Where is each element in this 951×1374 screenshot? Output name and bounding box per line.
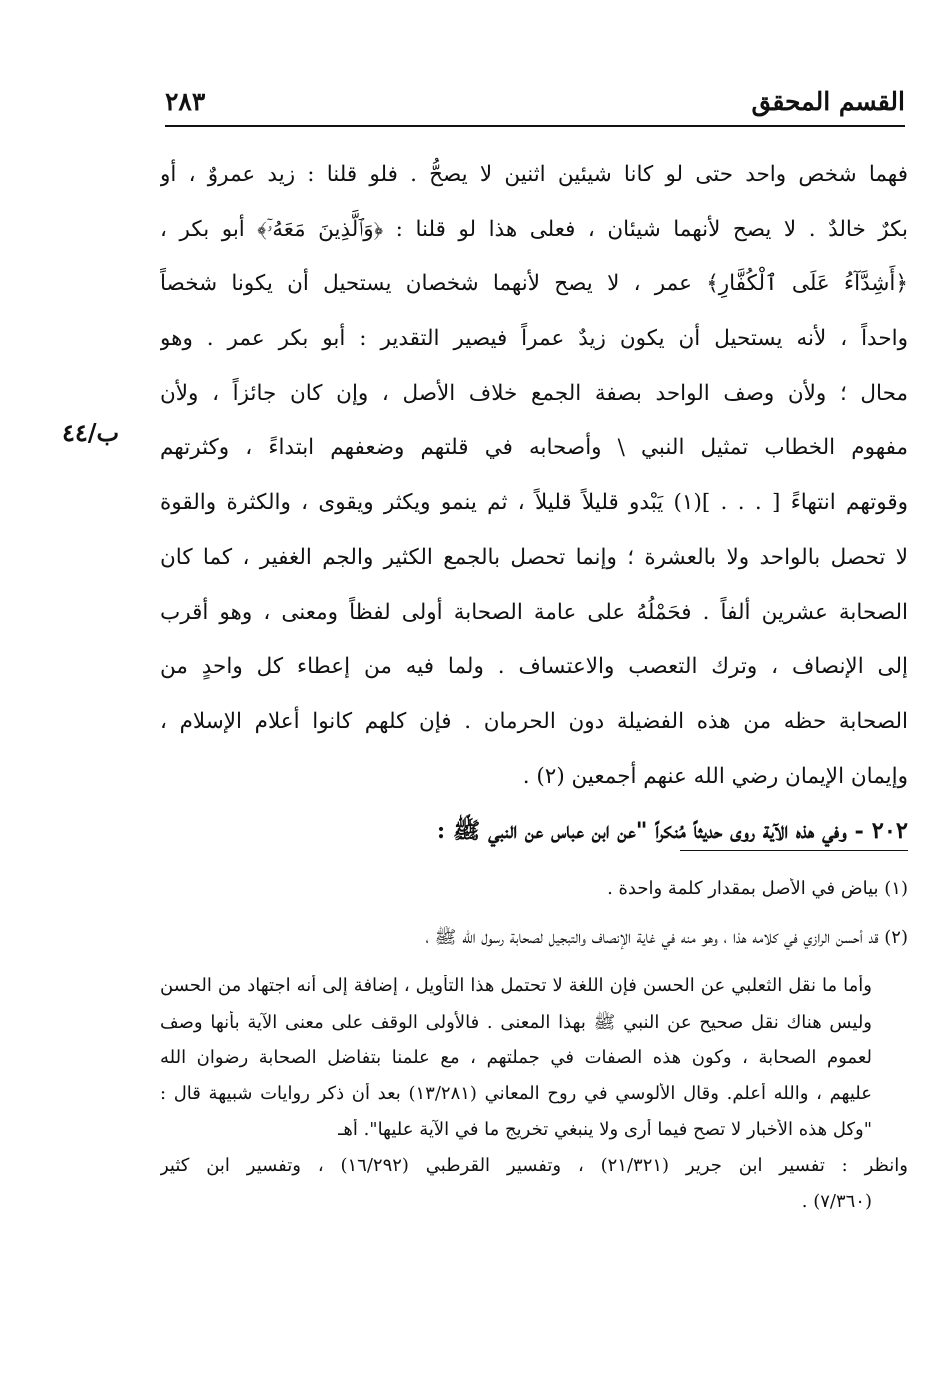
running-header [165,85,905,127]
section-title: القسم المحقق [751,87,905,116]
footnote-2-line: لعموم الصحابة ، وكون هذه الصفات في جملتهم ، مع علمنا بتفاضل الصحابة رضوان الله [160,1047,872,1068]
text-line: واحداً ، لأنه يستحيل أن يكون زيدٌ عمراً فيصير التقدير : أبو بكر عمر . وهو [160,326,908,352]
text-line: إلى الإنصاف ، وترك التعصب والاعتساف . ولما فيه من إعطاء كل واحدٍ من [160,654,908,680]
text-line: بكرٌ خالدٌ . لا يصح لأنهما شيئان ، فعلى هذا لو قلنا : ﴿وَٱلَّذِينَ مَعَهُۥٓ﴾ أبو بكر ، [160,216,908,242]
text-line: مفهوم الخطاب تمثيل النبي \ وأصحابه في قلتهم وضعفهم ابتداءً ، وكثرتهم [160,435,908,461]
footnote-1: (١) بياض في الأصل بمقدار كلمة واحدة . [607,878,908,899]
text-line: ﴿أَشِدَّآءُ عَلَى ٱلْكُفَّارِ﴾ عمر ، لا يصح لأنهما شخصان يستحيل أن يكونا شخصاً [160,271,908,297]
text-line: وقوتهم انتهاءً [ . . . ](١) يَبْدو قليلاً قليلاً ، ثم ينمو ويكثر ويقوى ، والكثرة والقوة [160,490,908,516]
footnote-2-line: عليهم ، والله أعلم. وقال الألوسي في روح المعاني (١٣/٢٨١) بعد أن ذكر روايات شبيهة قال : [160,1083,872,1104]
footnote-2-line: وليس هناك نقل صحيح عن النبي ﷺ بهذا المعنى . فالأولى الوقف على معنى الآية بأنها وصف [160,1012,872,1033]
page-number: ٢٨٣ [165,87,206,116]
text-line: وإيمان الإيمان رضي الله عنهم أجمعين (٢) . [522,763,908,789]
text-line: محال ؛ ولأن وصف الواحد بصفة الجمع خلاف الأصل ، وإن كان جائزاً ، ولأن [160,380,908,406]
footnote-2: (٢) قد أحسن الرازي في كلامه هذا ، وهو منه في غاية الإنصاف والتبجيل لصحابة رسول الله ﷺ ، [425,927,908,948]
text-line: الصحابة حظه من هذه الفضيلة دون الحرمان . فإن كلهم كانوا أعلام الإسلام ، [160,708,908,734]
main-text [160,148,908,859]
footnote-2-line: (٧/٣٦٠) . [801,1191,872,1212]
margin-folio-note: ب/٤٤ [62,418,120,447]
footnote-2-line: وانظر : تفسير ابن جرير (٢١/٣٢١) ، وتفسير القرطبي (١٦/٢٩٢) ، وتفسير ابن كثير [160,1155,908,1176]
footnote-separator [680,850,908,851]
text-line: فهما شخص واحد حتى لو كانا شيئين اثنين لا يصحُّ . فلو قلنا : زيد عمروٌ ، أو [160,162,908,187]
text-line: لا تحصل بالواحد ولا بالعشرة ؛ وإنما تحصل بالجمع الكثير والجم الغفير ، كما كان [160,544,908,570]
text-line: الصحابة عشرين ألفاً . فحَمْلُهُ على عامة الصحابة أولى لفظاً ومعنى ، وهو أقرب [160,599,908,625]
footnote-2-line: "وكل هذه الأخبار لا تصح فيما أرى ولا ينبغي تخريج ما في الآية عليها". أهـ [338,1119,872,1140]
numbered-paragraph-line: ٢٠٢ - وفي هذه الآية روى حديثاً مُنكراً "عن ابن عباس عن النبي ﷺ : [436,818,908,845]
footnote-2-line: وأما ما نقل الثعلبي عن الحسن فإن اللغة لا تحتمل هذا التأويل ، إضافة إلى أنه اجتهاد من الحسن [160,975,872,996]
